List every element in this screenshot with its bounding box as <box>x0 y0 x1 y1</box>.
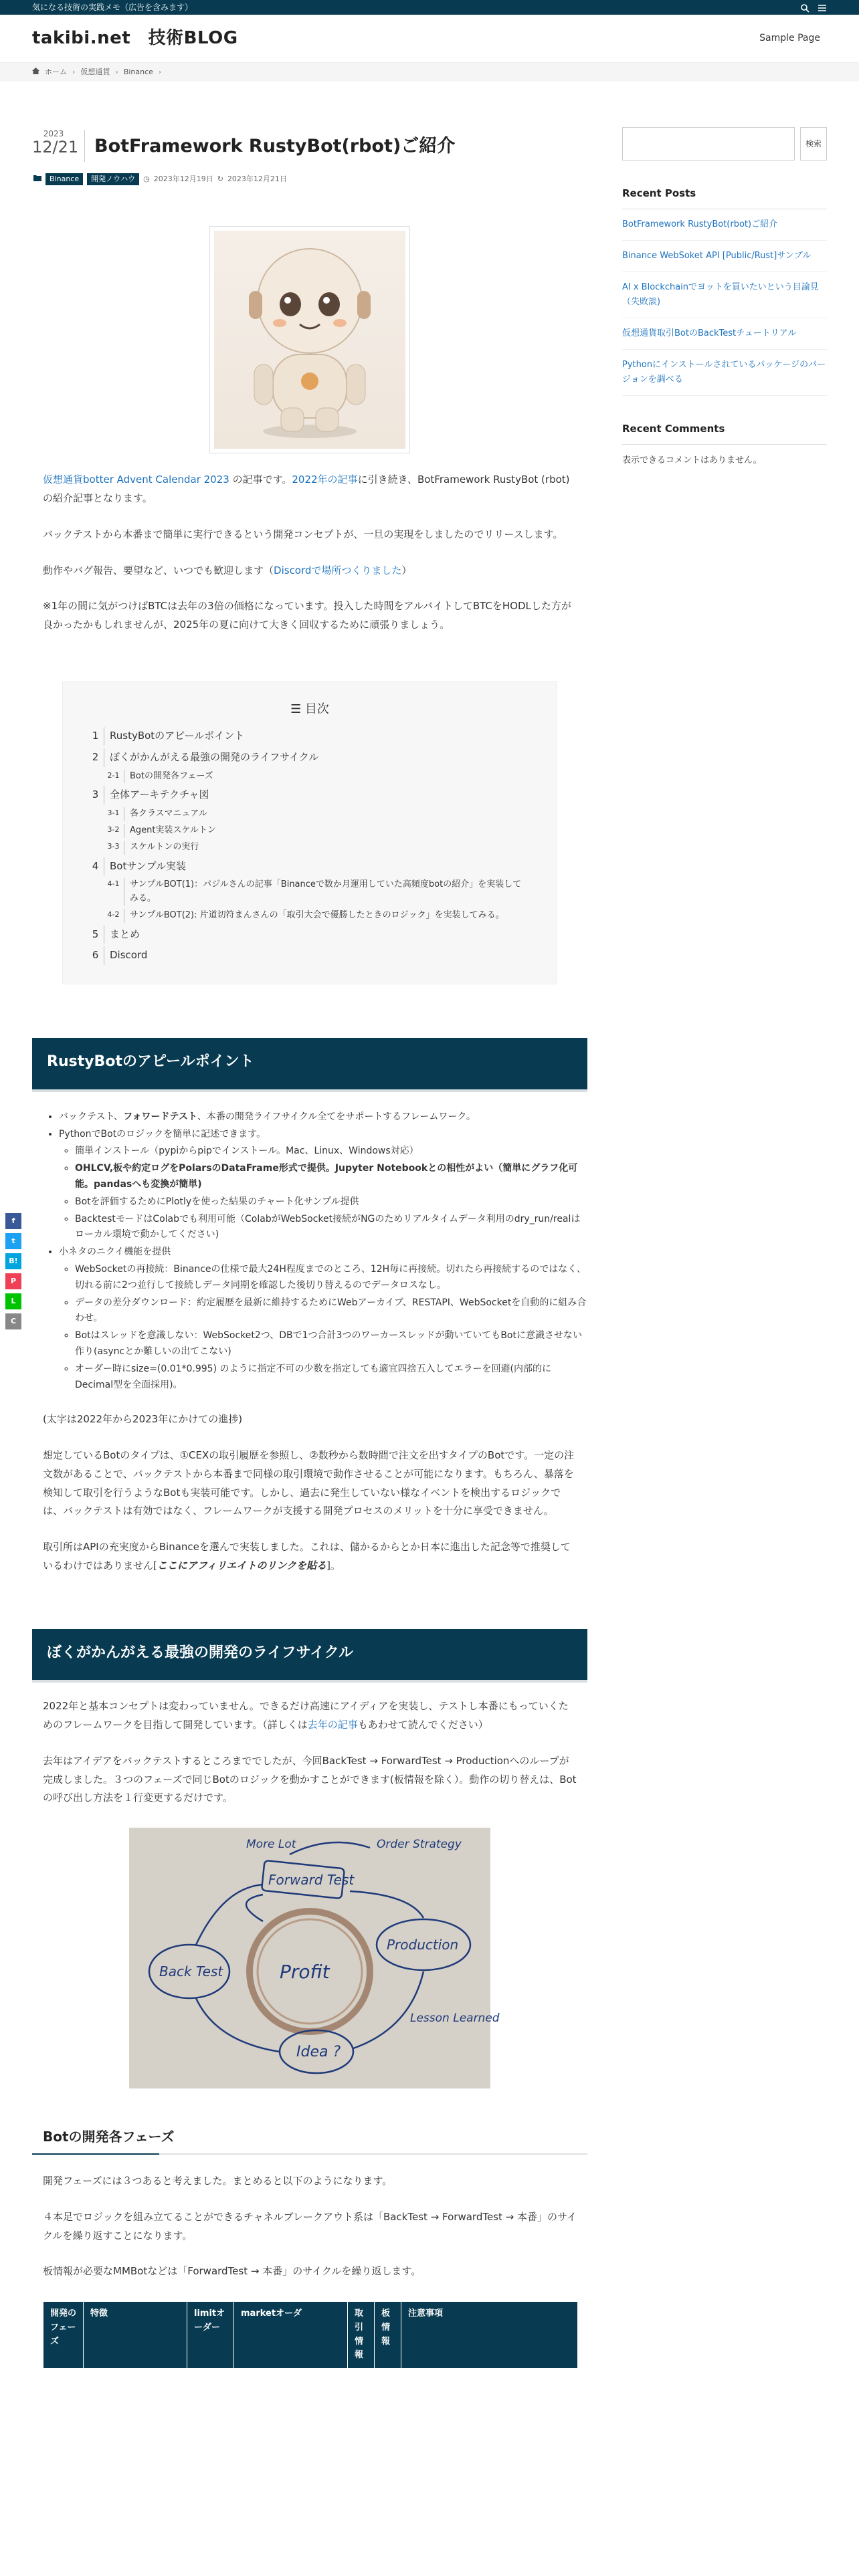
robot-illustration <box>214 231 405 449</box>
recent-post-link[interactable]: Pythonにインストールされているパッケージのバージョンを調べる <box>622 350 827 396</box>
toc-item-link[interactable]: ぼくがかんがえる最強の開発のライフサイクル <box>110 750 319 763</box>
discord-link[interactable]: Discordで場所つくりました <box>274 564 402 576</box>
toc-item[interactable] <box>106 878 530 906</box>
toc-item-number: 3-2 <box>106 824 124 838</box>
list-icon: ☰ <box>290 702 305 716</box>
post-date <box>32 129 79 157</box>
chevron-right-icon: › <box>72 67 76 76</box>
list-item: ◦ Botはスレッドを意識しない：WebSocket2つ、DBで1つ合計3つのワーカースレッドが動いていてもBotに意識させない作り(asyncとか難しいの出てこない) <box>75 1328 587 1360</box>
phases-paragraph-1: 開発フェーズには３つあると考えました。まとめると以下のようになります。 <box>43 2175 393 2187</box>
hatena-share-icon[interactable]: B! <box>5 1253 21 1269</box>
table-header: marketオーダ <box>234 2302 348 2369</box>
category-dev-knowhow[interactable]: 開発ノウハウ <box>87 173 139 186</box>
list-item: ◦ 簡単インストール（pypiからpipでインストール。Mac、Linux、Windows対応） <box>75 1144 587 1160</box>
updated-date: 2023年12月21日 <box>227 174 287 183</box>
toc-item[interactable] <box>90 857 530 876</box>
share-buttons <box>5 1213 21 1329</box>
recent-post-link[interactable]: 仮想通貨取引BotのBackTestチュートリアル <box>622 318 827 350</box>
breadcrumb <box>0 63 859 82</box>
published-date: 2023年12月19日 <box>153 174 213 183</box>
facebook-share-icon[interactable]: f <box>5 1213 21 1229</box>
menu-icon[interactable] <box>818 3 827 12</box>
list-item: ◦ BacktestモードはColabでも利用可能（ColabがWebSocket接続がNGのためリアルタイムデータ利用のdry_run/realはローカル環境で動かしてください) <box>75 1212 587 1244</box>
intro-paragraph-3 <box>43 562 577 580</box>
bold-note: (太字は2022年から2023年にかけての進捗) <box>43 1413 243 1426</box>
toc-item-number: 3 <box>90 786 104 804</box>
main-content <box>32 120 587 2369</box>
toc-item-number: 4 <box>90 857 104 876</box>
toc-item[interactable] <box>106 841 530 855</box>
feature-list <box>59 1109 587 1394</box>
section-heading-phases: Botの開発各フェーズ <box>32 2122 587 2155</box>
toc-item[interactable] <box>106 807 530 821</box>
list-item: ◦ Botを評価するためにPlotlyを使った結果のチャート化サンプル提供 <box>75 1194 587 1210</box>
site-title[interactable]: takibi.net 技術BLOG <box>32 28 238 49</box>
table-header-row <box>43 2302 578 2369</box>
phases-paragraph-3: 板情報が必要なMMBotなどは「ForwardTest → 本番」のサイクルを繰り返します。 <box>43 2265 421 2278</box>
chevron-right-icon: › <box>158 67 162 76</box>
date-divider <box>84 130 85 162</box>
phases-paragraph-2: ４本足でロジックを組み立てることができるチャネルブレークアウト系は「BackTest → ForwardTest → 本番」のサイクルを繰り返すことになります。 <box>43 2210 577 2242</box>
toc-item-number: 6 <box>90 946 104 965</box>
post-title: BotFramework RustyBot(rbot)ご紹介 <box>94 136 456 156</box>
clock-icon: ◷ <box>143 174 150 183</box>
recent-posts-list <box>622 209 827 397</box>
diagram-label: Forward Test <box>268 1872 355 1889</box>
search-widget <box>622 127 827 160</box>
bot-type-paragraph: 想定しているBotのタイプは、①CEXの取引履歴を参照し、②数秒から数時間で注文を出すタイプのBotです。一定の注文数があることで、バックテストから本番まで同様の取引環境で動作させることが可能になります。もちろん、暴落を検知して取引を行うようなBotも実装可能です。しかし、過去に発生していない様なイベントを検出するロジックでは、バックテストは有効ではなく、フレームワークが支援する開発プロセスのメリットを十分に享受できません。 <box>43 1449 575 1517</box>
list-item: ◦ OHLCV,板や約定ログをPolarsのDataFrame形式で提供。Jupyter Notebookとの相性がよい（簡単にグラフ化可能。pandasへも変換が簡単) <box>75 1161 587 1193</box>
recent-comments-title: Recent Comments <box>622 420 827 445</box>
toc-item-number: 4-2 <box>106 909 124 923</box>
last-year-link[interactable]: 去年の記事 <box>307 1719 358 1731</box>
toc-item-number: 3-1 <box>106 807 124 821</box>
diagram-label: Profit <box>280 1961 330 1983</box>
folder-icon <box>33 173 41 186</box>
post-header <box>32 120 587 163</box>
intro-text: ） <box>401 564 412 576</box>
toc-item-link[interactable]: RustyBotのアピールポイント <box>110 730 245 742</box>
advent-calendar-link[interactable]: 仮想通貨botter Advent Calendar 2023 <box>43 473 229 486</box>
search-button[interactable]: 検索 <box>800 127 827 160</box>
diagram-label: Idea ? <box>296 2044 341 2061</box>
table-header: 開発のフェーズ <box>43 2302 84 2369</box>
diagram-label: More Lot <box>246 1838 296 1852</box>
table-of-contents <box>62 681 557 984</box>
toc-item[interactable] <box>90 926 530 944</box>
toc-item[interactable] <box>90 946 530 965</box>
intro-paragraph-2: バックテストから本番まで簡単に実行できるという開発コンセプトが、一旦の実現をしましたのでリリースします。 <box>43 528 563 540</box>
search-icon[interactable] <box>800 3 809 12</box>
toc-item-link[interactable]: 各クラスマニュアル <box>130 809 207 819</box>
toc-item[interactable] <box>90 727 530 746</box>
table-header: limitオーダー <box>187 2302 234 2369</box>
lifecycle-paragraph-2: 去年はアイデアをバックテストするところまででしたが、今回BackTest → ForwardTest → Productionへのループが完成しました。３つのフェーズで同じBotのロジックを動かすことができます(板情報を除く）。動作の切り替えは、Botの呼び出し方法を１行変更するだけです。 <box>43 1754 577 1804</box>
section-heading-appeal: RustyBotのアピールポイント <box>32 1038 587 1089</box>
category-binance[interactable]: Binance <box>45 173 83 186</box>
copy-link-icon[interactable]: C <box>5 1313 21 1329</box>
diagram-label: Lesson Learned <box>410 2012 500 2026</box>
post-date-year: 2023 <box>43 129 64 138</box>
toc-item-link[interactable]: スケルトンの実行 <box>130 841 199 852</box>
toc-item-link[interactable]: Botサンプル実装 <box>110 859 186 872</box>
toc-item-link[interactable]: まとめ <box>110 928 140 940</box>
last-year-article-link[interactable]: 2022年の記事 <box>292 473 358 486</box>
recent-posts-title: Recent Posts <box>622 185 827 209</box>
diagram-label: Order Strategy <box>377 1838 462 1852</box>
lifecycle-paragraph-1 <box>43 1697 577 1735</box>
table-header: 取引情報 <box>348 2302 375 2369</box>
update-icon: ↻ <box>217 174 223 183</box>
post-date-monthday: 12/21 <box>32 138 79 157</box>
list-item: • 小ネタのニクイ機能を提供 <box>59 1245 587 1261</box>
toc-item-link[interactable]: Botの開発各フェーズ <box>130 770 213 781</box>
toc-item[interactable] <box>106 909 530 923</box>
intro-text: に引き続き、BotFramework RustyBot (rbot) の紹介記事となります。 <box>43 473 570 505</box>
site-header <box>0 15 859 63</box>
toc-item-number: 1 <box>90 727 104 746</box>
toc-item[interactable] <box>90 786 530 804</box>
breadcrumb-crypto[interactable]: 仮想通貨 <box>80 67 110 76</box>
toc-item-link[interactable]: Agent実装スケルトン <box>130 825 216 835</box>
list-item: ◦ オーダー時にsize=(0.01*0.995) のように指定不可の少数を指定しても適宜四捨五入してエラーを回避(内部的にDecimal型を全面採用)。 <box>75 1362 587 1394</box>
twitter-share-icon[interactable]: t <box>5 1233 21 1249</box>
toc-item-number: 5 <box>90 926 104 944</box>
sub-list <box>75 1262 587 1393</box>
breadcrumb-binance[interactable]: Binance <box>123 67 153 76</box>
exchange-text: ]。 <box>326 1559 341 1572</box>
table-header: 注意事項 <box>401 2302 578 2369</box>
toc-item[interactable] <box>90 748 530 767</box>
toc-item-link[interactable]: サンプルBOT(1)：パジルさんの記事「Binanceで数か月運用していた高頻度botの紹介」を実装してみる。 <box>130 879 522 904</box>
toc-item-number: 2-1 <box>106 770 124 784</box>
lifecycle-diagram <box>129 1828 500 2088</box>
toc-title-text: 目次 <box>304 702 329 716</box>
phases-table <box>43 2301 578 2369</box>
list-item: • PythonでBotのロジックを簡単に記述できます。 <box>59 1127 587 1143</box>
featured-image <box>209 226 410 453</box>
breadcrumb-home[interactable]: ホーム <box>45 67 67 76</box>
toc-item-link[interactable]: 全体アーキテクチャ図 <box>110 788 209 801</box>
intro-paragraph-1 <box>43 471 577 508</box>
pocket-share-icon[interactable]: P <box>5 1273 21 1289</box>
recent-post-link[interactable]: BotFramework RustyBot(rbot)ご紹介 <box>622 209 827 241</box>
sidebar <box>622 127 827 469</box>
table-header: 特徴 <box>84 2302 187 2369</box>
toc-item-link[interactable]: Discord <box>110 949 148 962</box>
intro-text: 動作やバグ報告、要望など、いつでも歓迎します（ <box>43 564 274 576</box>
toc-item-number: 3-3 <box>106 841 124 855</box>
recent-comments-text: 表示できるコメントはありません。 <box>622 455 762 466</box>
home-icon <box>32 66 39 79</box>
list-item: ◦ データの差分ダウンロード：約定履歴を最新に維持するためにWebアーカイブ、RESTAPI、WebSocketを自動的に組み合わせ。 <box>75 1295 587 1327</box>
lifecycle-text: 2022年と基本コンセプトは変わっていません。できるだけ高速にアイディアを実装し、テストし本番にもっていくためのフレームワークを目指して開発しています。（詳しくは <box>43 1700 569 1731</box>
toc-item-number: 2 <box>90 748 104 767</box>
sub-list <box>75 1144 587 1243</box>
line-share-icon[interactable]: L <box>5 1293 21 1309</box>
toc-title <box>90 698 530 720</box>
chevron-right-icon: › <box>115 67 118 76</box>
toc-item-number: 4-1 <box>106 878 124 906</box>
lifecycle-text: もあわせて読んでください） <box>357 1719 488 1731</box>
intro-text: の記事です。 <box>229 473 292 486</box>
section-heading-lifecycle: ぼくがかんがえる最強の開発のライフサイクル <box>32 1629 587 1681</box>
exchange-paragraph <box>43 1538 577 1576</box>
list-item: • バックテスト、フォワードテスト、本番の開発ライフサイクル全てをサポートするフレームワーク。 <box>59 1109 587 1125</box>
toc-item[interactable] <box>106 824 530 838</box>
top-bar <box>0 0 859 15</box>
nav-sample-page[interactable]: Sample Page <box>759 32 820 43</box>
list-item: ◦ WebSocketの再接続：Binanceの仕様で最大24H程度までのところ、12H毎に再接続。切れたら再接続するのではなく、切れる前に2つ並行して接続しデータ同期を確認した後切り替えるのでデータロスなし。 <box>75 1262 587 1294</box>
exchange-text: 取引所はAPIの充実度からBinanceを選んで実装しました。これは、儲かるからとか日本に進出した記念等で推奨しているわけではありません[ <box>43 1541 571 1572</box>
top-bar-text: 気になる技術の実践メモ（広告を含みます） <box>32 2 193 12</box>
post-meta <box>33 173 587 186</box>
search-input[interactable] <box>622 127 795 160</box>
diagram-label: Production <box>387 1937 459 1953</box>
toc-item[interactable] <box>106 770 530 784</box>
toc-list <box>90 727 530 965</box>
affiliate-placeholder: ここにアフィリエイトのリンクを貼る <box>157 1559 327 1572</box>
recent-post-link[interactable]: Binance WebSoket API [Public/Rust]サンプル <box>622 241 827 272</box>
table-header: 板情報 <box>375 2302 401 2369</box>
toc-item-link[interactable]: サンプルBOT(2): 片道切符まんさんの「取引大会で優勝したときのロジック」を実装してみる。 <box>130 909 504 920</box>
intro-paragraph-4: ※1年の間に気がつけばBTCは去年の3倍の価格になっています。投入した時間をアルバイトしてBTCをHODLした方が良かったかもしれませんが、2025年の夏に向けて大きく回収するために頑張りましょう。 <box>43 600 571 631</box>
recent-post-link[interactable]: AI x Blockchainでヨットを買いたいという目論見（失敗談) <box>622 272 827 318</box>
diagram-label: Back Test <box>159 1963 223 1980</box>
